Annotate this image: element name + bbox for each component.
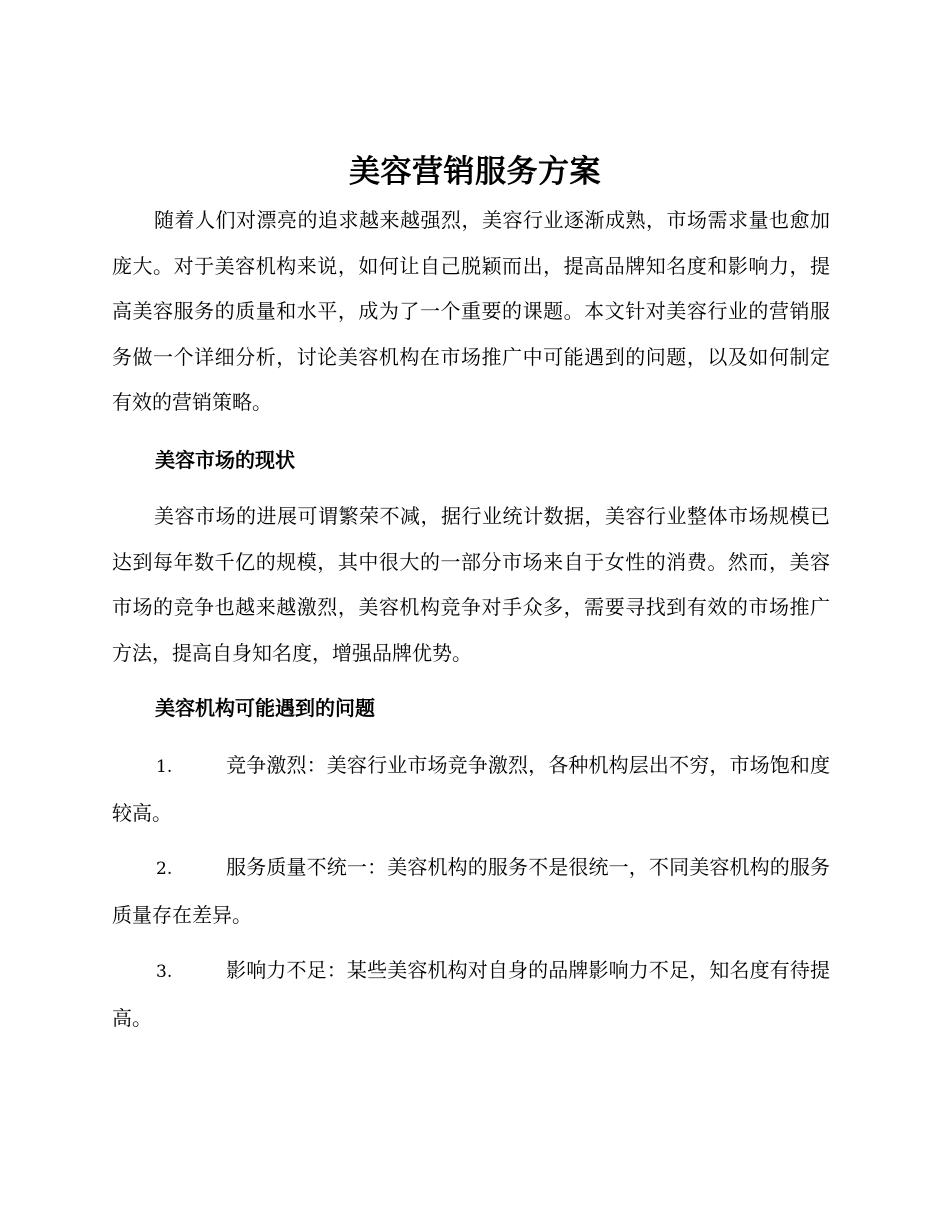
list-item-text: 竞争激烈：美容行业市场竞争激烈，各种机构层出不穷，市场饱和度较高。 xyxy=(112,753,830,825)
list-item-number: 2. xyxy=(156,859,173,879)
document-title: 美容营销服务方案 xyxy=(349,154,601,190)
list-item-text: 影响力不足：某些美容机构对自身的品牌影响力不足，知名度有待提高。 xyxy=(112,958,830,1030)
section-heading-market-status: 美容市场的现状 xyxy=(155,448,295,472)
list-item xyxy=(112,845,830,938)
list-item xyxy=(112,743,830,836)
list-item-text: 服务质量不统一：美容机构的服务不是很统一，不同美容机构的服务质量存在差异。 xyxy=(112,855,830,927)
list-item-number: 3. xyxy=(156,962,173,982)
intro-paragraph: 随着人们对漂亮的追求越来越强烈，美容行业逐渐成熟，市场需求量也愈加庞大。对于美容机构来说，如何让自己脱颖而出，提高品牌知名度和影响力，提高美容服务的质量和水平，成为了一个重要的课题。本文针对美容行业的营销服务做一个详细分析，讨论美容机构在市场推广中可能遇到的问题，以及如何制定有效的营销策略。 xyxy=(112,208,830,414)
list-item xyxy=(112,948,830,1041)
market-status-paragraph: 美容市场的进展可谓繁荣不减，据行业统计数据，美容行业整体市场规模已达到每年数千亿的规模，其中很大的一部分市场来自于女性的消费。然而，美容市场的竞争也越来越激烈，美容机构竞争对手众多，需要寻找到有效的市场推广方法，提高自身知名度，增强品牌优势。 xyxy=(112,504,830,665)
section-heading-problems: 美容机构可能遇到的问题 xyxy=(155,696,375,720)
list-item-number: 1. xyxy=(156,757,173,777)
